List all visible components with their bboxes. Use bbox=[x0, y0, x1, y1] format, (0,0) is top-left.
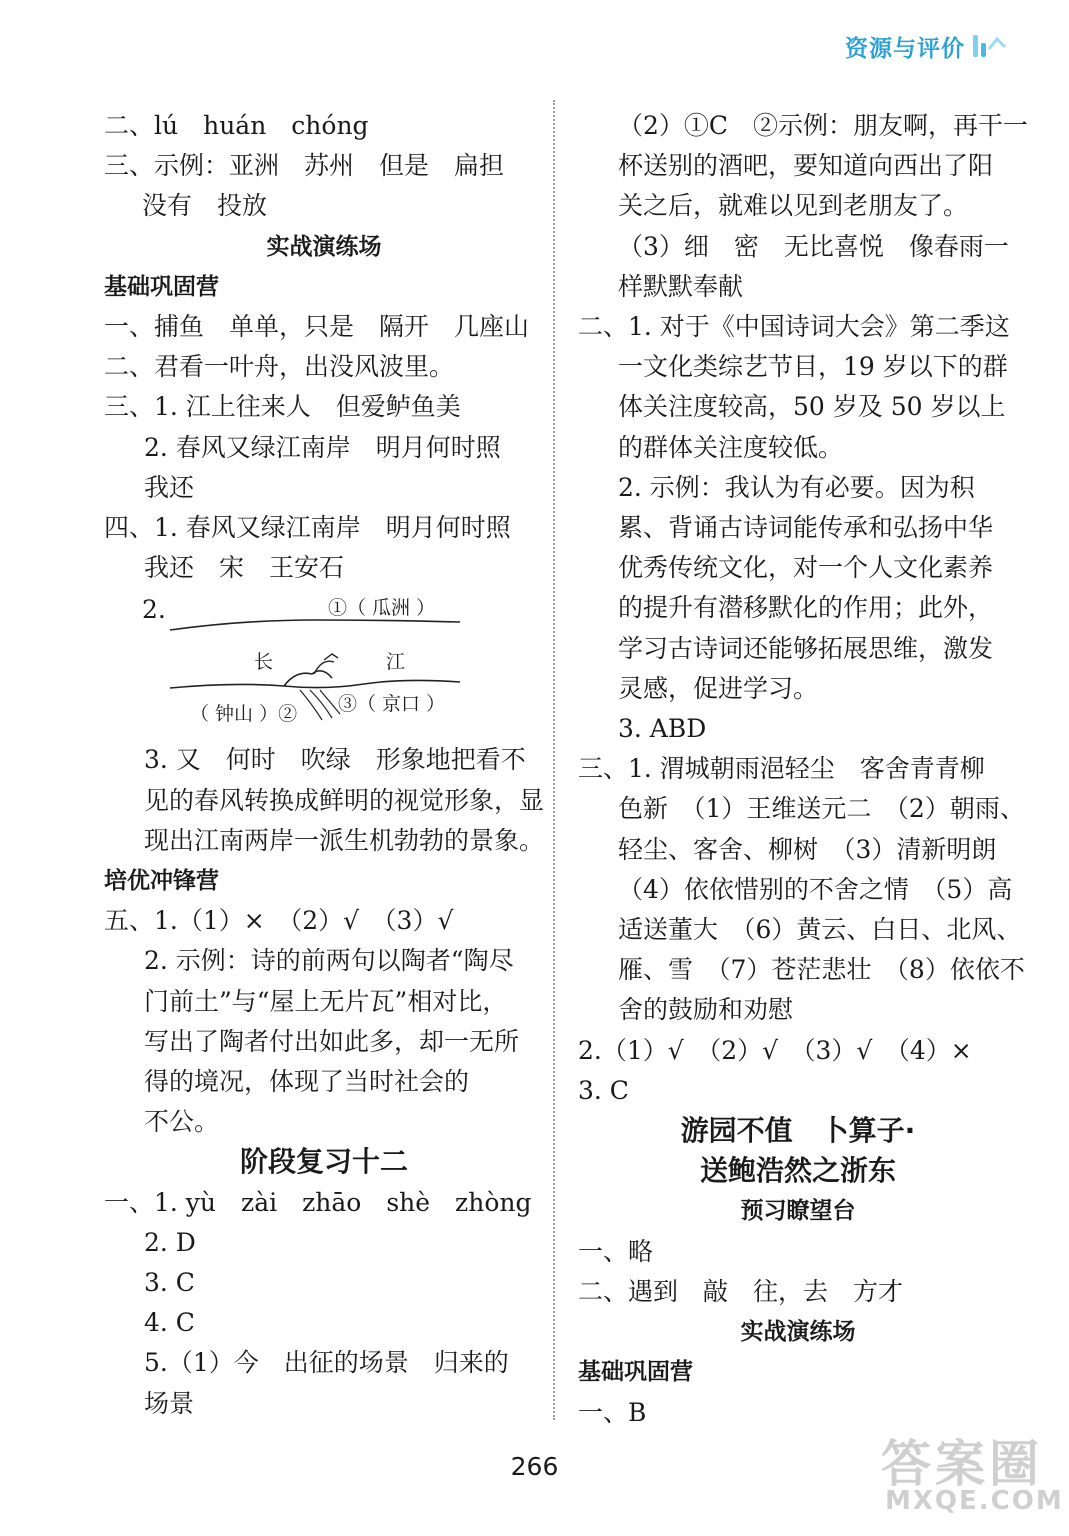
answer-line: 一、1. yù zài zhāo shè zhòng bbox=[104, 1187, 532, 1217]
chapter-title: 阶段复习十二 bbox=[239, 1145, 408, 1179]
lesson-title-line-1: 游园不值 卜算子· bbox=[680, 1114, 916, 1148]
answer-line: （2）①C ②示例：朋友啊，再干一 bbox=[618, 111, 1029, 140]
answer-line: 一、捕鱼 单单，只是 隔开 几座山 bbox=[104, 312, 530, 342]
answer-line: 得的境况，体现了当时社会的 bbox=[144, 1067, 470, 1097]
subhead: 基础巩固营 bbox=[104, 273, 219, 300]
answer-line: （4）依依惜别的不舍之情 （5）高 bbox=[618, 874, 1013, 904]
answer-line: 4. C bbox=[144, 1308, 195, 1338]
answer-line: 三、1. 江上往来人 但爱鲈鱼美 bbox=[104, 392, 461, 422]
answer-line: 没有 投放 bbox=[142, 191, 268, 221]
answer-line: 一文化类综艺节目，19 岁以下的群 bbox=[618, 352, 1008, 382]
diagram-label-guazhou: ①（ 瓜洲 ） bbox=[328, 597, 436, 620]
answer-line: 3. ABD bbox=[618, 714, 707, 744]
answer-line: 我还 bbox=[144, 472, 195, 502]
section-title: 实战演练场 bbox=[266, 233, 382, 260]
answer-line: 二、lú huán chóng bbox=[104, 111, 369, 140]
answer-line: 我还 宋 王安石 bbox=[144, 553, 345, 583]
diagram-label-jingkou: ③（ 京口 ） bbox=[338, 693, 446, 716]
answer-line: 2. 示例：我认为有必要。因为积 bbox=[618, 472, 975, 502]
lesson-title-line-2: 送鲍浩然之浙东 bbox=[699, 1154, 896, 1188]
answer-line: 五、1.（1）× （2）√ （3）√ bbox=[104, 906, 454, 936]
answer-line: 样默默奉献 bbox=[618, 271, 744, 301]
answer-line: 见的春风转换成鲜明的视觉形象，显 bbox=[144, 785, 545, 815]
answer-line: 2. 示例：诗的前两句以陶者“陶尽 bbox=[144, 946, 514, 976]
answer-line: 二、1. 对于《中国诗词大会》第二季这 bbox=[578, 312, 1010, 342]
answer-line: 舍的鼓励和劝慰 bbox=[618, 995, 794, 1025]
answer-line: 3. 又 何时 吹绿 形象地把看不 bbox=[144, 745, 526, 775]
answer-line: 的群体关注度较低。 bbox=[618, 432, 844, 462]
answer-line: 色新 （1）王维送元二 （2）朝雨、 bbox=[618, 794, 1025, 824]
right-column bbox=[578, 106, 1029, 1433]
answer-line: 写出了陶者付出如此多，却一无所 bbox=[144, 1026, 520, 1056]
answer-line: 2. 春风又绿江南岸 明月何时照 bbox=[144, 432, 501, 462]
page-number: 266 bbox=[510, 1452, 559, 1481]
answer-line: 四、1. 春风又绿江南岸 明月何时照 bbox=[104, 513, 511, 543]
answer-line: 三、1. 渭城朝雨浥轻尘 客舍青青柳 bbox=[578, 754, 985, 784]
answer-line: 场景 bbox=[144, 1388, 195, 1418]
diagram-label-chang: 长 bbox=[254, 651, 274, 674]
subhead: 基础巩固营 bbox=[578, 1359, 693, 1386]
answer-line: 轻尘、客舍、柳树 （3）清新明朗 bbox=[618, 834, 997, 864]
answer-line: 的提升有潜移默化的作用；此外， bbox=[618, 593, 994, 623]
answer-line: （3）细 密 无比喜悦 像春雨一 bbox=[618, 231, 1009, 261]
watermark-url: MXQE.COM bbox=[885, 1486, 1064, 1516]
answer-line: 2.（1）√ （2）√ （3）√ （4）× bbox=[578, 1035, 972, 1065]
section-title: 实战演练场 bbox=[740, 1319, 856, 1346]
diagram-number: 2. bbox=[142, 595, 166, 625]
river-diagram bbox=[104, 590, 544, 740]
page-header bbox=[845, 28, 1007, 64]
answer-line: 3. C bbox=[578, 1075, 629, 1105]
subhead: 培优冲锋营 bbox=[104, 868, 219, 895]
column-divider bbox=[553, 100, 555, 1420]
answer-line: 体关注度较高，50 岁及 50 岁以上 bbox=[618, 392, 1006, 422]
answer-line: 优秀传统文化，对一个人文化素养 bbox=[618, 553, 994, 583]
answer-line: 雁、雪 （7）苍茫悲壮 （8）依依不 bbox=[618, 955, 1025, 985]
watermark-text: 答案圈 bbox=[881, 1435, 1043, 1493]
answer-line: 灵感，促进学习。 bbox=[618, 673, 819, 703]
header-title: 资源与评价 bbox=[845, 35, 965, 62]
answer-line: 累、背诵古诗词能传承和弘扬中华 bbox=[618, 513, 994, 543]
answer-line: 现出江南两岸一派生机勃勃的景象。 bbox=[144, 825, 545, 855]
answer-line: 不公。 bbox=[144, 1107, 220, 1137]
answer-line: 5.（1）今 出征的场景 归来的 bbox=[144, 1348, 509, 1378]
answer-line: 杯送别的酒吧，要知道向西出了阳 bbox=[618, 151, 994, 181]
answer-line: 二、遇到 敲 往，去 方才 bbox=[578, 1276, 904, 1306]
watermark-logo bbox=[871, 1424, 1064, 1520]
answer-line: 一、略 bbox=[578, 1236, 654, 1266]
answer-line: 一、B bbox=[578, 1397, 647, 1427]
diagram-label-zhongshan: （ 钟山 ）② bbox=[190, 703, 298, 726]
answer-line: 二、君看一叶舟，出没风波里。 bbox=[104, 352, 455, 382]
answer-line: 适送董大 （6）黄云、白日、北风、 bbox=[618, 915, 1022, 945]
answer-line: 2. D bbox=[144, 1227, 196, 1257]
header-decoration-icon bbox=[971, 31, 1007, 61]
answer-line: 学习古诗词还能够拓展思维，激发 bbox=[618, 633, 994, 663]
answer-line: 门前土”与“屋上无片瓦”相对比， bbox=[144, 986, 508, 1016]
answer-line: 三、示例：亚洲 苏州 但是 扁担 bbox=[104, 151, 505, 181]
answer-line: 关之后，就难以见到老朋友了。 bbox=[618, 191, 969, 221]
diagram-label-jiang: 江 bbox=[386, 651, 406, 674]
section-title: 预习瞭望台 bbox=[740, 1198, 856, 1225]
left-column bbox=[104, 106, 544, 1424]
answer-line: 3. C bbox=[144, 1268, 195, 1298]
